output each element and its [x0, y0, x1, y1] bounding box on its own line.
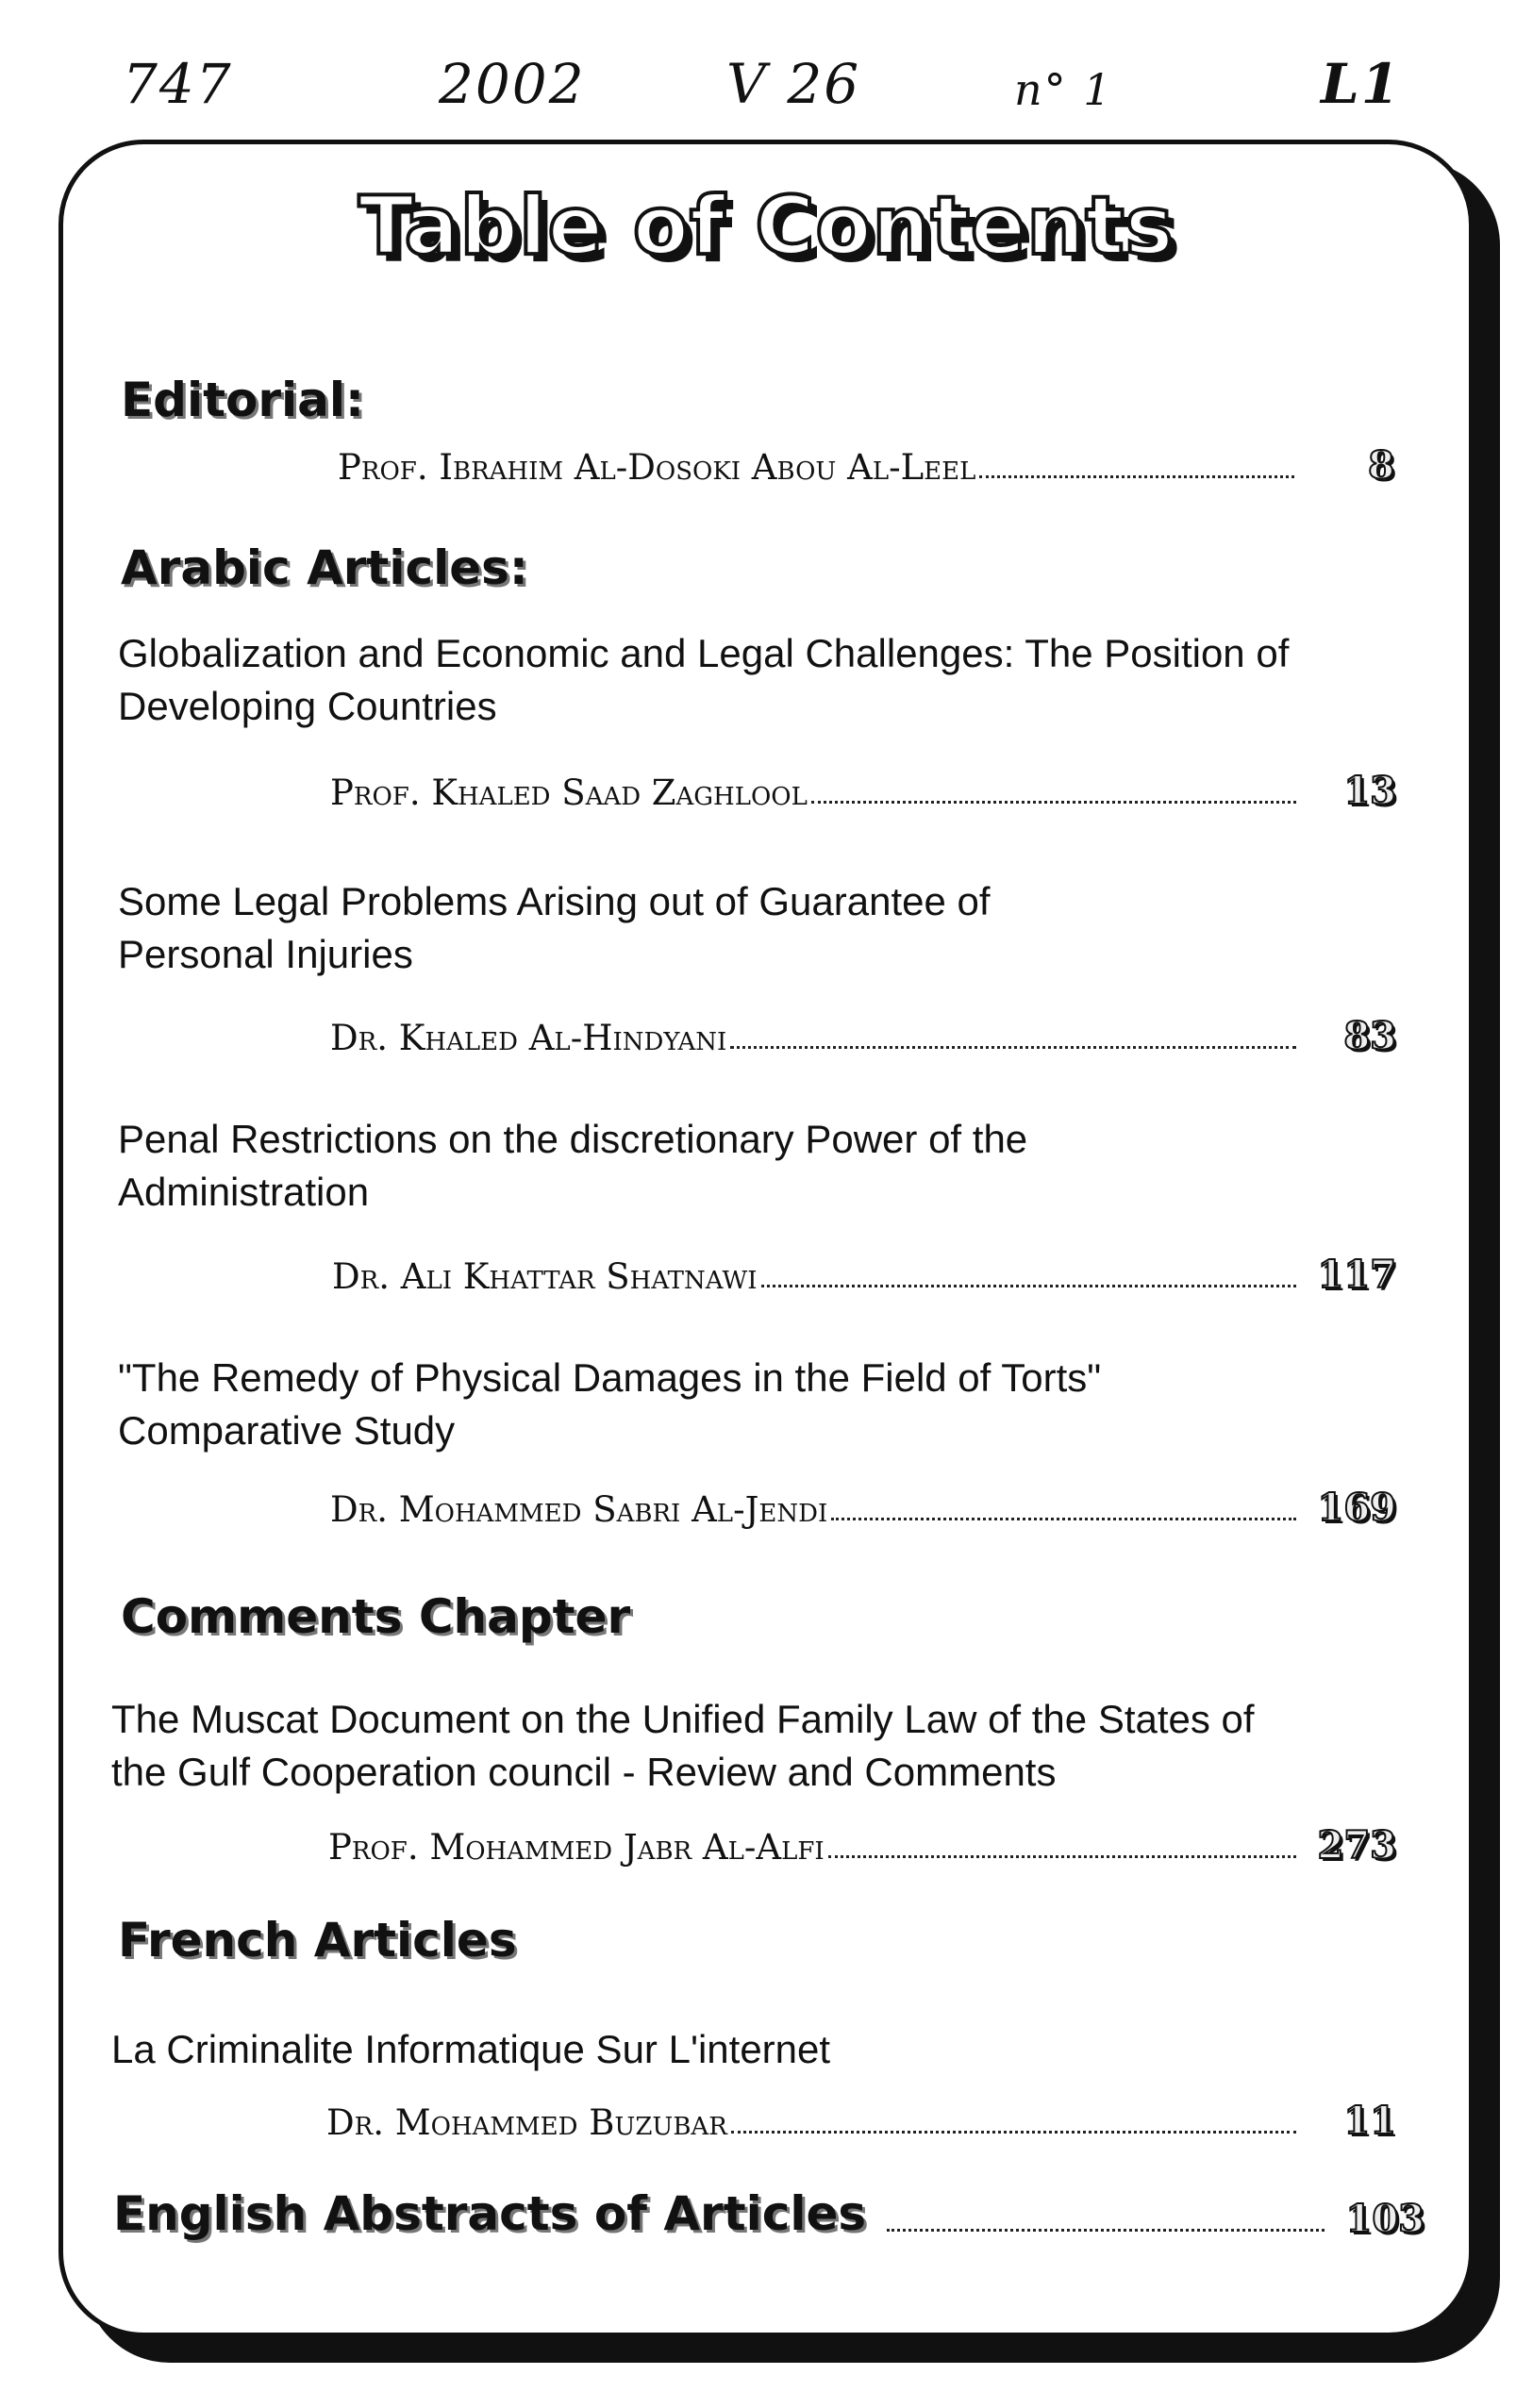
handwritten-note-year: 2002: [439, 52, 586, 116]
dot-leader: [730, 1045, 1296, 1049]
entry-author: Dr. Mohammed Sabri Al-Jendi: [330, 1489, 828, 1530]
entry-page-number: 273: [1317, 1823, 1396, 1868]
toc-entry: [326, 2099, 1396, 2143]
handwritten-note-code: L1: [1321, 52, 1402, 116]
entry-page-number: 13: [1343, 769, 1396, 813]
article-title: Penal Restrictions on the discretionary Power of the Administration: [118, 1117, 1028, 1214]
entry-page-number: 103: [1345, 2197, 1425, 2241]
section-heading-editorial: Editorial:: [121, 373, 365, 427]
toc-entry: [330, 769, 1396, 813]
entry-author: Dr. Mohammed Buzubar: [326, 2102, 727, 2143]
toc-entry: [332, 1253, 1396, 1297]
section-heading-french-articles: French Articles: [118, 1913, 517, 1968]
dot-leader: [731, 2130, 1296, 2134]
dot-leader: [811, 800, 1296, 804]
handwritten-note-volume: V 26: [726, 52, 861, 116]
article-title: La Criminalite Informatique Sur L'internet: [111, 2027, 831, 2071]
toc-entry: [328, 1823, 1396, 1868]
toc-entry: [330, 1014, 1396, 1058]
entry-page-number: 169: [1317, 1486, 1396, 1530]
dot-leader: [828, 1854, 1296, 1858]
page-title: Table of Contents: [358, 179, 1175, 274]
entry-page-number: 8: [1368, 443, 1394, 488]
toc-entry-editorial: [338, 443, 1394, 488]
article-title: Globalization and Economic and Legal Challenges: The Position of Developing Countries: [118, 631, 1290, 728]
article-title: "The Remedy of Physical Damages in the Field of Torts" Comparative Study: [118, 1355, 1102, 1453]
dot-leader: [831, 1517, 1296, 1520]
entry-page-number: 11: [1343, 2099, 1396, 2143]
article-title: The Muscat Document on the Unified Family Law of the States of the Gulf Cooperation council - Review and Comments: [111, 1697, 1255, 1794]
toc-entry: [330, 1486, 1396, 1530]
section-heading-comments-chapter: Comments Chapter: [121, 1589, 631, 1644]
entry-author: Dr. Khaled Al-Hindyani: [330, 1018, 727, 1058]
dot-leader: [979, 474, 1294, 478]
section-heading-arabic-articles: Arabic Articles:: [121, 540, 528, 595]
toc-entry-english-abstracts: [113, 2186, 1425, 2241]
article-title: Some Legal Problems Arising out of Guarantee of Personal Injuries: [118, 879, 991, 976]
entry-page-number: 83: [1343, 1014, 1396, 1058]
dot-leader: [887, 2228, 1325, 2232]
entry-author: Prof. Mohammed Jabr Al-Alfi: [328, 1827, 825, 1868]
handwritten-note-volume-code: 747: [123, 52, 233, 116]
entry-author: Prof. Ibrahim Al-Dosoki Abou Al-Leel: [338, 447, 976, 488]
handwritten-note-issue: n° 1: [1014, 64, 1113, 115]
entry-author: Prof. Khaled Saad Zaghlool: [330, 772, 808, 813]
entry-page-number: 117: [1317, 1253, 1396, 1297]
entry-author: Dr. Ali Khattar Shatnawi: [332, 1256, 758, 1297]
section-heading-english-abstracts: English Abstracts of Articles: [113, 2186, 867, 2241]
dot-leader: [761, 1284, 1297, 1287]
